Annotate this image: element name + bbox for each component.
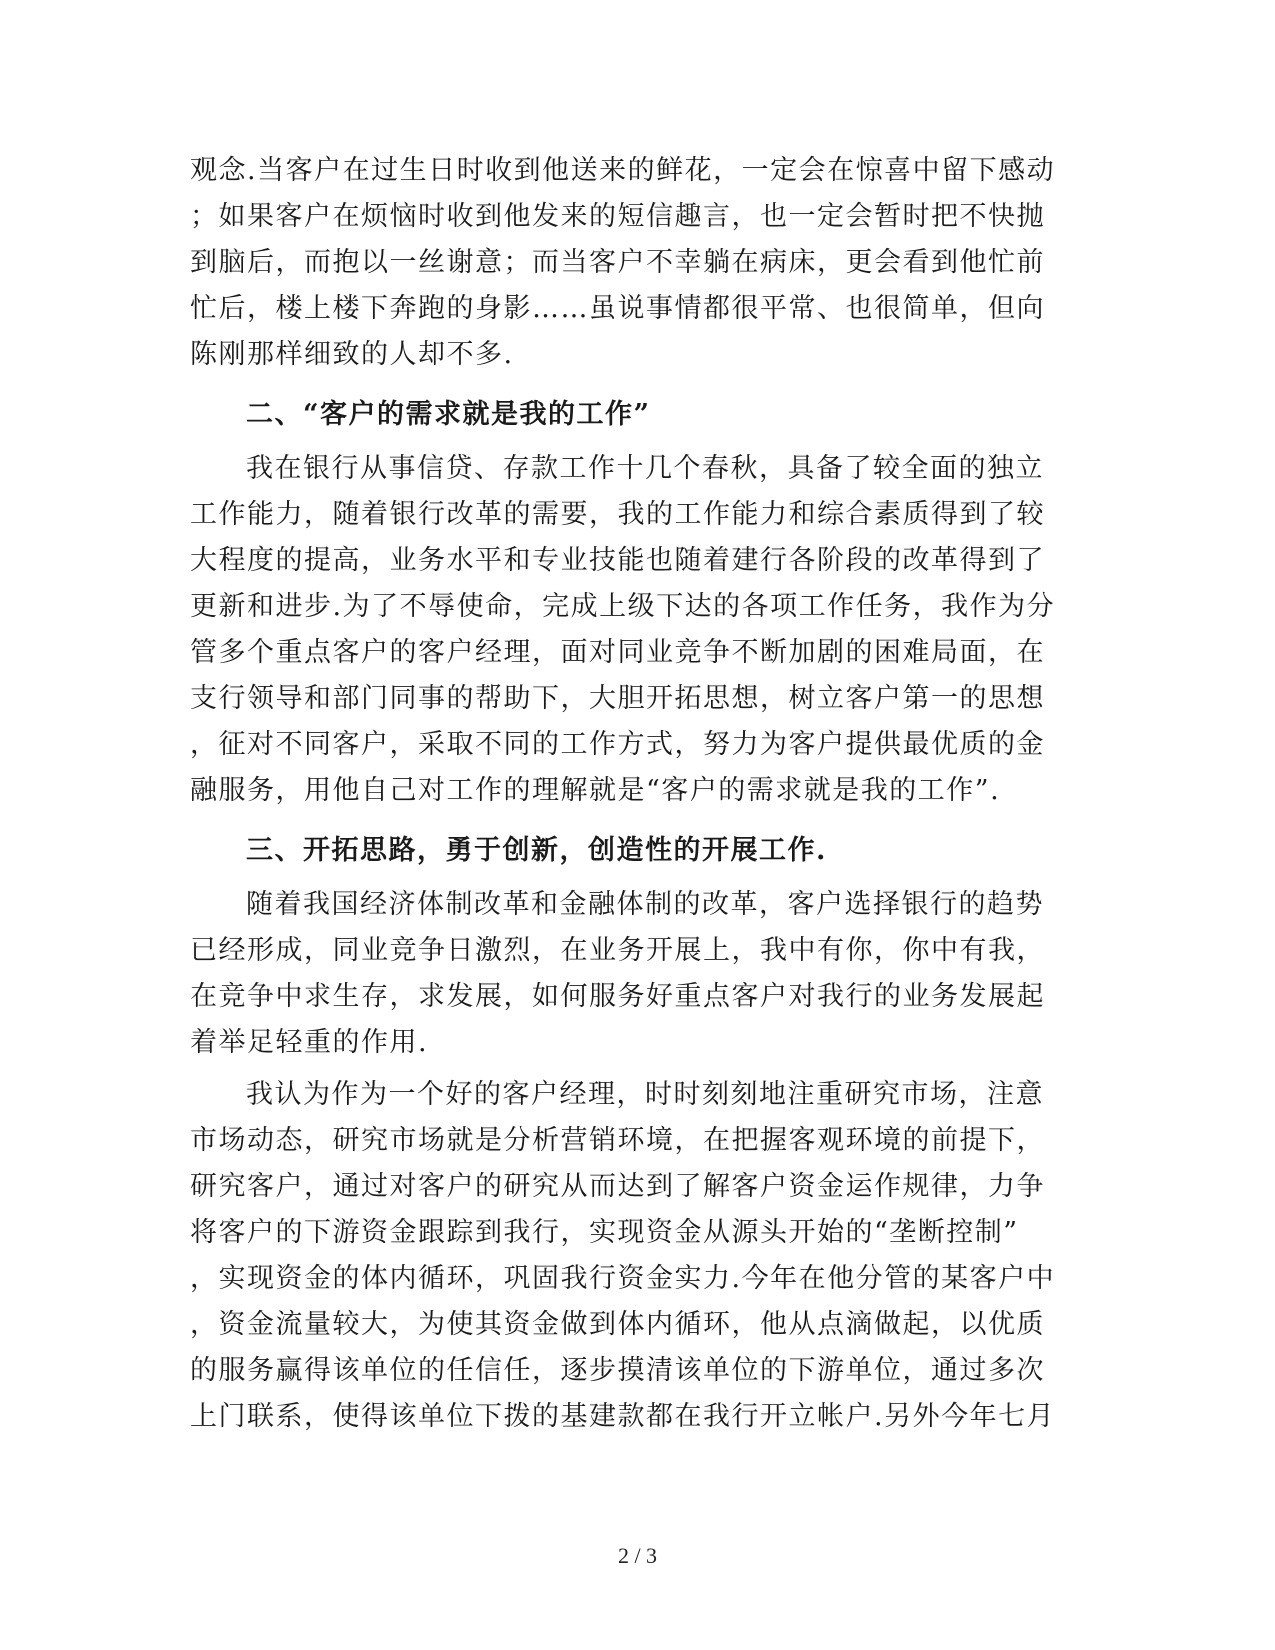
text-line: 市场动态，研究市场就是分析营销环境，在把握客观环境的前提下， [190,1125,1045,1156]
section3-paragraph-1 [190,882,1082,1066]
text-line: 工作能力，随着银行改革的需要，我的工作能力和综合素质得到了较 [190,499,1045,530]
text-line: 随着我国经济体制改革和金融体制的改革，客户选择银行的趋势 [246,889,1044,920]
text-line: 陈刚那样细致的人却不多. [190,339,514,370]
text-line: 在竞争中求生存，求发展，如何服务好重点客户对我行的业务发展起 [190,981,1045,1012]
text-line: 观念.当客户在过生日时收到他送来的鲜花，一定会在惊喜中留下感动 [190,155,1056,186]
text-line: 到脑后，而抱以一丝谢意；而当客户不幸躺在病床，更会看到他忙前 [190,247,1045,278]
document-body [190,148,1082,1440]
text-line: 我在银行从事信贷、存款工作十几个春秋，具备了较全面的独立 [246,453,1044,484]
text-line: 的服务赢得该单位的任信任，逐步摸清该单位的下游单位，通过多次 [190,1355,1045,1386]
text-line: ，实现资金的体内循环，巩固我行资金实力.今年在他分管的某客户中 [190,1263,1056,1294]
text-line: 研究客户，通过对客户的研究从而达到了解客户资金运作规律，力争 [190,1171,1045,1202]
text-line: ，资金流量较大，为使其资金做到体内循环，他从点滴做起，以优质 [190,1309,1045,1340]
text-line: 已经形成，同业竞争日激烈，在业务开展上，我中有你，你中有我， [190,935,1045,966]
text-line: 上门联系，使得该单位下拨的基建款都在我行开立帐户.另外今年七月 [190,1401,1056,1432]
text-line: ；如果客户在烦恼时收到他发来的短信趣言，也一定会暂时把不快抛 [190,201,1045,232]
section-heading: 三、开拓思路，勇于创新，创造性的开展工作. [246,835,827,866]
section3-paragraph-2 [190,1072,1082,1440]
text-line: 管多个重点客户的客户经理，面对同业竞争不断加剧的困难局面，在 [190,637,1045,668]
text-line: 融服务，用他自己对工作的理解就是“客户的需求就是我的工作”. [190,775,1001,806]
page-number: 2 / 3 [617,1543,658,1568]
section2-paragraph [190,446,1082,814]
text-line: 忙后，楼上楼下奔跑的身影……虽说事情都很平常、也很简单，但向 [190,293,1045,324]
text-line: 我认为作为一个好的客户经理，时时刻刻地注重研究市场，注意 [246,1079,1044,1110]
text-line: 将客户的下游资金跟踪到我行，实现资金从源头开始的“垄断控制” [190,1217,1019,1248]
section-heading: 二、“客户的需求就是我的工作” [246,399,651,430]
continuation-paragraph [190,148,1082,378]
text-line: 更新和进步.为了不辱使命，完成上级下达的各项工作任务，我作为分 [190,591,1056,622]
text-line: ，征对不同客户，采取不同的工作方式，努力为客户提供最优质的金 [190,729,1045,760]
text-line: 大程度的提高，业务水平和专业技能也随着建行各阶段的改革得到了 [190,545,1045,576]
text-line: 支行领导和部门同事的帮助下，大胆开拓思想，树立客户第一的思想 [190,683,1045,714]
text-line: 着举足轻重的作用. [190,1027,429,1058]
